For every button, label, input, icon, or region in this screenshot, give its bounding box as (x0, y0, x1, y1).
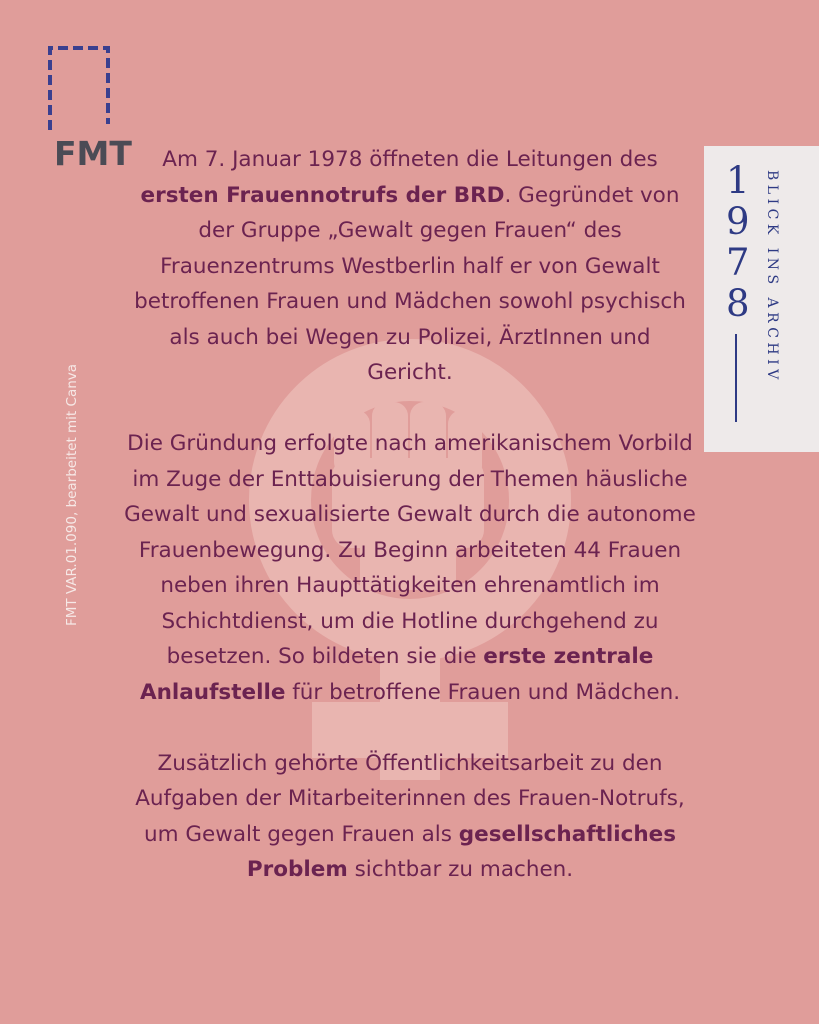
year-digit: 7 (726, 241, 750, 284)
text-span: für betroffene Frauen und Mädchen. (285, 679, 681, 705)
highlight-text: erste zentrale Anlaufstelle (139, 644, 654, 705)
archive-tag (704, 146, 819, 452)
text-span: Die Gründung erfolgte nach amerikanischem Vorbild im Zuge der Enttabuisierung der Themen häusliche Gewalt und sexualisierte Gewalt durch die autonome Frauenbewegung. Zu Beginn arbeiteten 44 Frauen neben ihren Haupttätigkeiten ehrenamtlich im Schichtdienst, um die Hotline durchgehend zu besetzen. So bildeten sie die (124, 431, 696, 669)
logo-text: FMT (54, 134, 132, 173)
highlight-text: gesellschaftliches Problem (246, 821, 677, 882)
text-span: sichtbar zu machen. (347, 857, 574, 882)
year-digit: 9 (726, 200, 750, 243)
paragraph-3 (124, 746, 696, 888)
year (726, 159, 750, 325)
archive-label: BLICK INS ARCHIV (764, 170, 780, 384)
paragraph-1 (124, 142, 696, 391)
year-digit: 8 (726, 282, 750, 325)
body-text (124, 142, 696, 923)
fmt-logo (46, 44, 136, 173)
text-span: Zusätzlich gehörte Öffentlichkeitsarbeit zu den Aufgaben der Mitarbeiterinnen des Frauen-Notrufs, um Gewalt gegen Frauen als (135, 750, 685, 847)
text-span: Am 7. Januar 1978 öffneten die Leitungen des (162, 147, 658, 172)
year-divider (735, 334, 737, 422)
paragraph-2 (124, 426, 696, 710)
highlight-text: ersten Frauennotrufs der BRD (140, 182, 505, 208)
image-credit: FMT VAR.01.090, bearbeitet mit Canva (64, 363, 80, 627)
text-span: . Gegründet von der Gruppe „Gewalt gegen Frauen“ des Frauenzentrums Westberlin half er von Gewalt betroffenen Frauen und Mädchen sowohl psychisch als auch bei Wegen zu Polizei, ÄrztInnen und Gericht. (134, 182, 686, 385)
logo-frame-icon (46, 44, 112, 136)
year-digit: 1 (726, 159, 750, 202)
